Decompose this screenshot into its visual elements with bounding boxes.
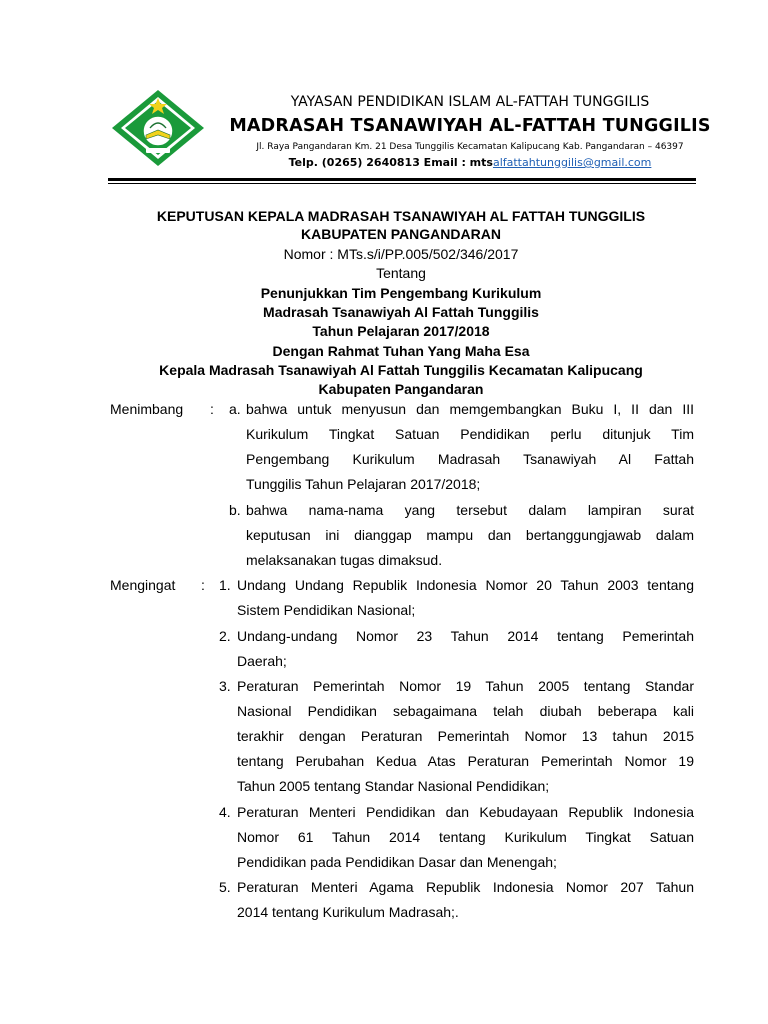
mengingat-item-line: Peraturan Pemerintah Nomor 19 Tahun 2005 tentang Standar (237, 678, 694, 694)
mengingat-item-line: Pendidikan pada Pendidikan Dasar dan Menengah; (237, 854, 557, 870)
menimbang-b-line: keputusan ini dianggap mampu dan bertanggungjawab dalam (246, 527, 694, 543)
contact-phone-email: Telp. (0265) 2640813 Email : mts (288, 156, 493, 169)
menimbang-a-line: bahwa untuk menyusun dan memgembangkan Buku I, II dan III (246, 401, 694, 417)
menimbang-colon: : (210, 401, 214, 417)
mengingat-item-line: Peraturan Menteri Agama Republik Indonesia Nomor 207 Tahun (237, 879, 694, 895)
mengingat-item-line: Undang Undang Republik Indonesia Nomor 20 Tahun 2003 tentang (237, 577, 694, 593)
mengingat-label: Mengingat (110, 577, 176, 593)
mengingat-item-line: Daerah; (237, 653, 287, 669)
menimbang-b-marker: b. (229, 502, 241, 518)
mengingat-item-line: Undang-undang Nomor 23 Tahun 2014 tentang Pemerintah (237, 628, 694, 644)
foundation-name: YAYASAN PENDIDIKAN ISLAM AL-FATTAH TUNGGILIS (290, 94, 650, 110)
mengingat-item-marker: 5. (219, 879, 231, 895)
decree-subject-line3: Tahun Pelajaran 2017/2018 (312, 323, 490, 339)
decree-head-line2: Kabupaten Pangandaran (318, 381, 484, 397)
mengingat-item-line: 2014 tentang Kurikulum Madrasah;. (237, 904, 459, 920)
letterhead-divider-thick (108, 178, 696, 181)
mengingat-item-line: terakhir dengan Peraturan Pemerintah Nomor 13 tahun 2015 (237, 728, 694, 744)
mengingat-item-line: Nomor 61 Tahun 2014 tentang Kurikulum Tingkat Satuan (237, 829, 694, 845)
decree-blessing: Dengan Rahmat Tuhan Yang Maha Esa (272, 343, 530, 359)
mengingat-item-marker: 1. (219, 577, 231, 593)
menimbang-a-line: Kurikulum Tingkat Satuan Pendidikan perlu ditunjuk Tim (246, 426, 694, 442)
madrasah-logo-icon (108, 88, 208, 168)
decree-tentang: Tentang (376, 265, 426, 281)
mengingat-item-line: Sistem Pendidikan Nasional; (237, 602, 416, 618)
mengingat-item-marker: 2. (219, 628, 231, 644)
menimbang-b-line: bahwa nama-nama yang tersebut dalam lampiran surat (246, 502, 694, 518)
decree-number: Nomor : MTs.s/i/PP.005/502/346/2017 (283, 246, 519, 262)
menimbang-label: Menimbang (110, 401, 184, 417)
mengingat-item-line: Tahun 2005 tentang Standar Nasional Pendidikan; (237, 778, 550, 794)
school-name: MADRASAH TSANAWIYAH AL-FATTAH TUNGGILIS (229, 116, 711, 136)
mengingat-colon: : (201, 577, 205, 593)
menimbang-a-line: Tunggilis Tahun Pelajaran 2017/2018; (246, 476, 481, 492)
mengingat-item-line: Nasional Pendidikan sebagaimana telah diubah beberapa kali (237, 703, 694, 719)
menimbang-a-line: Pengembang Kurikulum Madrasah Tsanawiyah Al Fattah (246, 451, 694, 467)
mengingat-item-marker: 4. (219, 804, 231, 820)
decree-subject-line2: Madrasah Tsanawiyah Al Fattah Tunggilis (263, 304, 539, 320)
email-link[interactable]: alfattahtunggilis@gmail.com (492, 156, 652, 169)
mengingat-item-line: Peraturan Menteri Pendidikan dan Kebudayaan Republik Indonesia (237, 804, 694, 820)
school-address: Jl. Raya Pangandaran Km. 21 Desa Tunggilis Kecamatan Kalipucang Kab. Pangandaran – 46397 (256, 142, 684, 152)
menimbang-b-line: melaksanakan tugas dimaksud. (246, 552, 443, 568)
school-contact (220, 156, 720, 169)
decree-title-line2: KABUPATEN PANGANDARAN (301, 226, 501, 242)
menimbang-a-marker: a. (229, 401, 241, 417)
letterhead-divider-thin (108, 183, 696, 184)
decree-head-line1: Kepala Madrasah Tsanawiyah Al Fattah Tunggilis Kecamatan Kalipucang (159, 362, 643, 378)
mengingat-item-marker: 3. (219, 678, 231, 694)
mengingat-item-line: tentang Perubahan Kedua Atas Peraturan Pemerintah Nomor 19 (237, 753, 694, 769)
decree-subject-line1: Penunjukkan Tim Pengembang Kurikulum (260, 285, 542, 301)
decree-title-line1: KEPUTUSAN KEPALA MADRASAH TSANAWIYAH AL FATTAH TUNGGILIS (156, 208, 646, 224)
